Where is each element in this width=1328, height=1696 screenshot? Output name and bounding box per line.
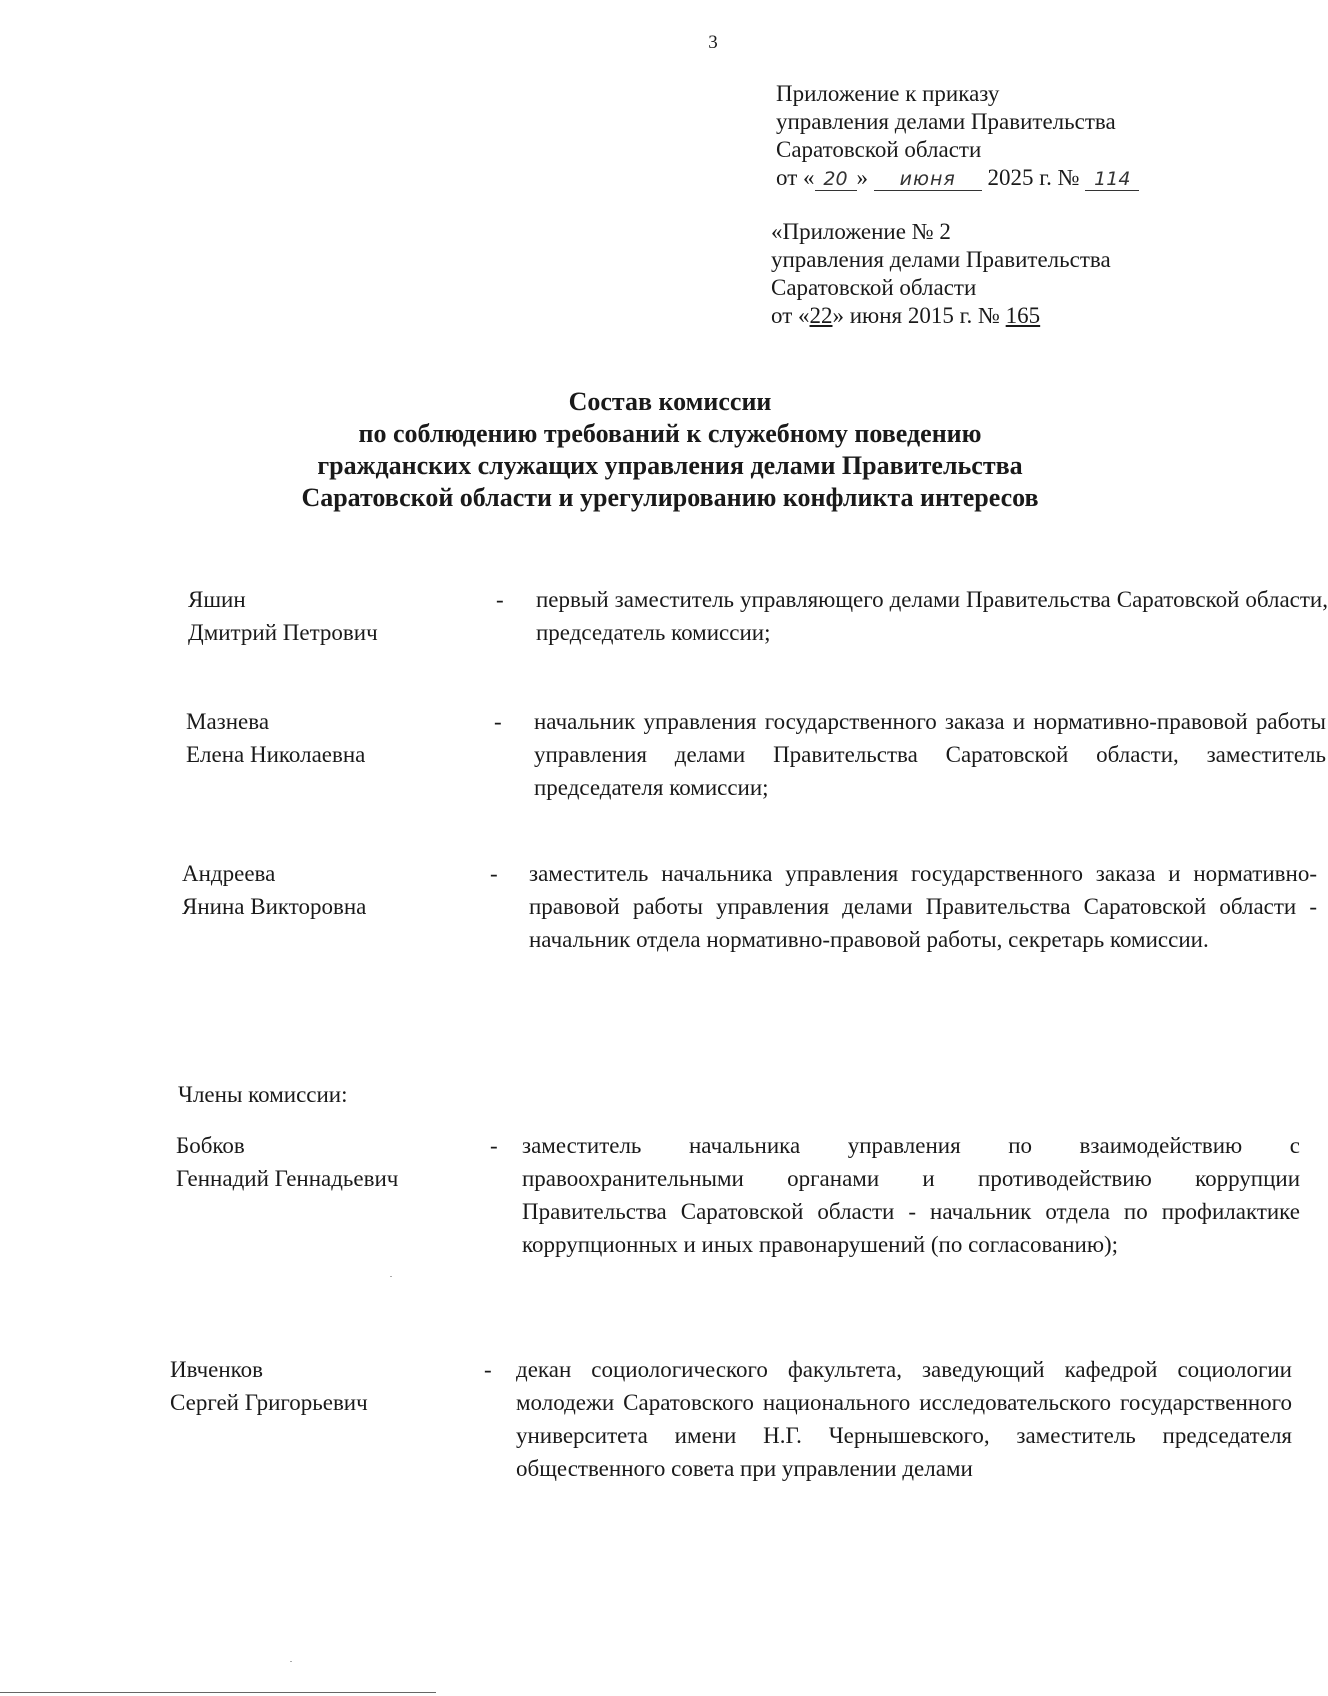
dash-separator: - [484,1357,492,1382]
original-number: 165 [1005,303,1041,328]
handwritten-day: 20 [815,168,857,191]
member-surname: Мазнева [186,709,270,734]
title-line-1: Состав комиссии [568,387,772,416]
member-given-names: Дмитрий Петрович [188,620,378,645]
scan-edge-line [0,1692,436,1693]
dash-separator: - [490,1133,498,1158]
date-prefix: от « [771,303,810,328]
dash-separator: - [490,861,498,886]
appendix-to-order [776,80,1139,192]
document-title [230,386,1110,514]
member-name [182,857,482,923]
appendix-order-date [776,164,1139,192]
member-position: заместитель начальника управления государственного заказа и нормативно-правовой работы управления делами Правительства Саратовской области - начальник отдела нормативно-правовой работы, секретарь комиссии. [529,861,1317,952]
date-mid: » [856,165,874,190]
handwritten-month: июня [874,168,982,191]
title-line-4: Саратовской области и урегулированию конфликта интересов [301,483,1039,512]
members-label: Члены комиссии: [178,1082,348,1107]
dash-separator: - [494,709,502,734]
member-position: первый заместитель управляющего делами Правительства Саратовской области, председатель комиссии; [536,587,1328,645]
appendix-order-line-3: Саратовской области [776,137,982,162]
member-name [176,1129,476,1195]
dash-separator: - [496,587,504,612]
scan-speck [290,1661,292,1662]
appendix-original [771,218,1111,330]
appendix-original-line-1: «Приложение № 2 [771,219,951,244]
member-surname: Андреева [182,861,276,886]
appendix-order-line-2: управления делами Правительства [776,109,1116,134]
member-surname: Яшин [188,587,246,612]
appendix-order-line-1: Приложение к приказу [776,81,1000,106]
member-name [186,705,486,771]
appendix-original-date [771,302,1111,330]
member-given-names: Геннадий Геннадьевич [176,1166,399,1191]
member-given-names: Янина Викторовна [182,894,367,919]
date-prefix: от « [776,165,815,190]
member-name [188,583,488,649]
member-given-names: Елена Николаевна [186,742,366,767]
member-position: заместитель начальника управления по взаимодействию с правоохранительными органами и противодействию коррупции Правительства Саратовской области - начальник отдела по профилактике коррупционных и иных правонарушений (по согласованию); [522,1133,1300,1257]
member-position: начальник управления государственного заказа и нормативно-правовой работы управления делами Правительства Саратовской области, заместитель председателя комиссии; [534,709,1326,800]
date-year: 2025 г. № [981,165,1086,190]
appendix-original-line-2: управления делами Правительства [771,247,1111,272]
page-number: 3 [708,32,718,53]
title-line-3: гражданских служащих управления делами Правительства [317,451,1023,480]
date-mid: » июня 2015 г. № [832,303,1006,328]
member-surname: Ивченков [170,1357,264,1382]
scan-speck [390,1276,392,1277]
appendix-original-line-3: Саратовской области [771,275,977,300]
member-given-names: Сергей Григорьевич [170,1390,368,1415]
handwritten-number: 114 [1085,168,1139,191]
member-position: декан социологического факультета, заведующий кафедрой социологии молодежи Саратовского национального исследовательского государственного университета имени Н.Г. Чернышевского, заместитель председателя общественного совета при управлении делами [516,1357,1292,1481]
original-day: 22 [809,303,833,328]
title-line-2: по соблюдению требований к служебному поведению [358,419,982,448]
member-name [170,1353,470,1419]
member-surname: Бобков [176,1133,245,1158]
